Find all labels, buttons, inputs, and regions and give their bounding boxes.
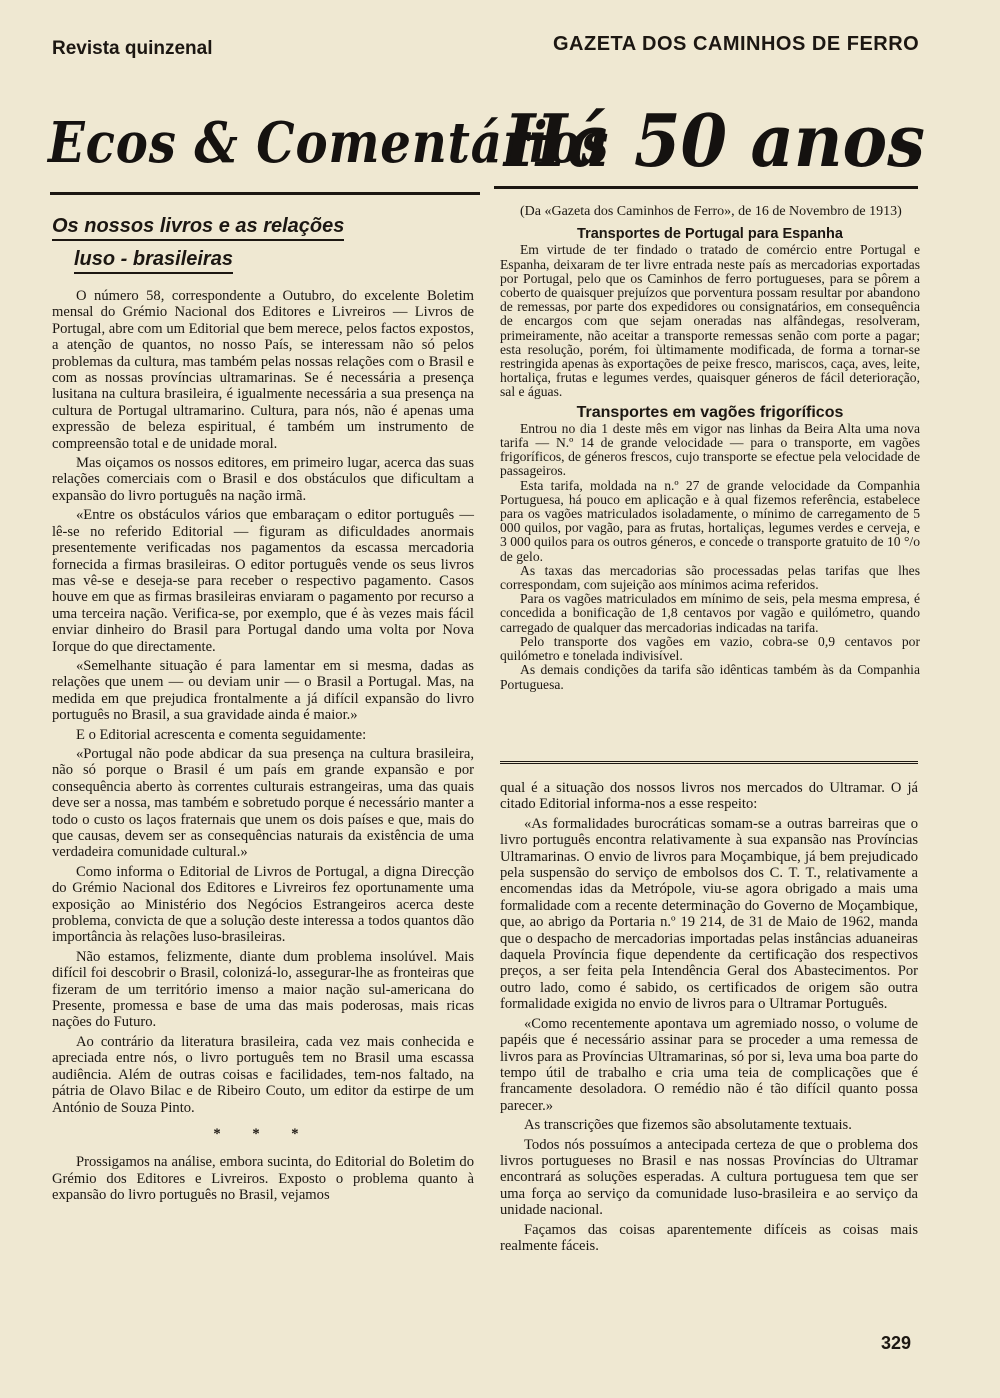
history-paragraph: As taxas das mercadorias são processadas pelas tarifas que lhes correspondam, com sujeição aos mínimos acima referidos. bbox=[500, 562, 920, 593]
article-paragraph: O número 58, correspondente a Outubro, do excelente Boletim mensal do Grémio Nacional dos Editores e Livreiros — Livros de Portugal, abre com um Editorial que bem merece, pelos factos expostos, a atenção de quantos, no nosso País, se interessam não só pelos problemas da cultura, mas também pelas nossas relações com o Brasil e com as nossas províncias ultramarinas. Se é necessária a presença lusitana na cultura brasileira, é igualmente necessária a sua presença na cultura de Portugal ultramarino. Cultura, para nós, não é apenas uma expressão de beleza espiritual, é também um instrumento de compreensão total e de unidade moral. bbox=[52, 288, 474, 452]
article-paragraph: «Portugal não pode abdicar da sua presença na cultura brasileira, não só porque o Brasil é um país em grande expansão e por consequência aberto às correntes culturais estrangeiras, uma das quais deve ser a nossa, mas também e sobretudo porque é necessário manter a todo o custo os laços fraternais que unem os dois países e que, mais do que causas, devem ser as consequências naturais da existência de uma verdadeira comunidade cultural.» bbox=[52, 745, 474, 861]
article-paragraph: «As formalidades burocráticas somam-se a outras barreiras que o livro português encontra relativamente à sua expansão nas Províncias Ultramarinas. O envio de livros para Moçambique, já bem prejudicado pela suspensão do serviço de embolsos dos C. T. T., relativamente a encomendas idas da Metrópole, viu-se agora obrigado a mais uma formalidade com a recente determinação do Governo de Moçambique, que, ao abrigo da Portaria n.º 19 214, de 31 de Maio de 1962, manda que o despacho de mercadorias importadas pelas instâncias aduaneiras daquela Província fique dependente da certificação dos respectivos preços, a ser feita pela Intendência Geral dos Abastecimentos. Por outro lado, como é sabido, os certificados de origem são outra formalidade exigida no envio de livros para o Ultramar Português. bbox=[500, 815, 918, 1013]
article-paragraph: Todos nós possuímos a antecipada certeza de que o problema dos livros portugueses no Brasil e nas nossas Províncias do Ultramar encontrará as soluções esperadas. A cultura portuguesa tem que ser uma força ao serviço da comunidade luso-brasileira e ao serviço da unidade nacional. bbox=[500, 1136, 918, 1219]
history-paragraph: Entrou no dia 1 deste mês em vigor nas linhas da Beira Alta uma nova tarifa — N.º 14 de grande velocidade — para o transporte, em vagões frigoríficos, de géneros frescos, cujo transporte se efectue pela velocidade de passageiros. bbox=[500, 420, 920, 479]
article-paragraph: qual é a situação dos nossos livros nos mercados do Ultramar. O já citado Editorial informa-nos a esse respeito: bbox=[500, 780, 918, 813]
article-paragraph: Não estamos, felizmente, diante dum problema insolúvel. Mais difícil foi descobrir o Brasil, colonizá-lo, assegurar-lhe as fronteiras que fizeram de um território imenso a maior nação sul-americana do Presente, promessa e base de uma das mais poderosas, mais ricas nações do Futuro. bbox=[52, 948, 474, 1031]
history-paragraph: Para os vagões matriculados em mínimo de seis, pela mesma empresa, é concedida a bonificação de 1,8 centavos por vagão e quilómetro, quando carregado de qualquer das mercadorias indicadas na tarifa. bbox=[500, 591, 920, 635]
running-header-left: Revista quinzenal bbox=[52, 38, 213, 59]
article-continuation-column bbox=[500, 780, 918, 1257]
article-paragraph: Como informa o Editorial de Livros de Portugal, a digna Direcção do Grémio Nacional dos Editores e Livreiros fez oportunamente uma exposição ao Ministério dos Negócios Estrangeiros acerca deste problema, convicta de que a solução deste interessa a todos quantos dão importância às relações luso-brasileiras. bbox=[52, 863, 474, 946]
article-paragraph: Ao contrário da literatura brasileira, cada vez mais conhecida e apreciada entre nós, o livro português tem no Brasil uma escassa audiência. Além de outras coisas e facilidades, tem-nos faltado, na pátria de Olavo Bilac e de Ribeiro Couto, um editor da estirpe de um António de Souza Pinto. bbox=[52, 1033, 474, 1116]
history-heading-vagoes-frigorificos: Transportes em vagões frigoríficos bbox=[576, 403, 844, 421]
section-title-ecos: Ecos & Comentários bbox=[48, 110, 610, 176]
article-title-line-1: Os nossos livros e as relações bbox=[52, 215, 344, 241]
article-paragraph: As transcrições que fizemos são absolutamente textuais. bbox=[524, 1117, 852, 1134]
article-paragraph: «Como recentemente apontava um agremiado nosso, o volume de papéis que é necessário assinar para se proceder a uma remessa de livros para as Províncias Ultramarinas, só por si, leva uma boa parte do tempo útil de trabalho e cria uma teia de complicações que é francamente desoladora. O remédio não é tão difícil quanto possa parecer.» bbox=[500, 1015, 918, 1114]
section-separator: * * * bbox=[213, 1125, 313, 1142]
article-paragraph: Mas oiçamos os nossos editores, em primeiro lugar, acerca das suas relações comerciais com o Brasil e dos obstáculos que dificultam a expansão do livro português na nação irmã. bbox=[52, 455, 474, 504]
history-source-line: (Da «Gazeta dos Caminhos de Ferro», de 16 de Novembro de 1913) bbox=[520, 204, 902, 219]
article-title-line-2: luso - brasileiras bbox=[74, 248, 233, 274]
article-paragraph: «Semelhante situação é para lamentar em si mesma, dadas as relações que unem — ou deviam unir — o Brasil a Portugal. Mas, na medida em que prejudica frontalmente a já difícil expansão do livro português no Brasil, a sua gravidade ainda é maior.» bbox=[52, 657, 474, 724]
page-number: 329 bbox=[881, 1333, 912, 1353]
history-paragraph: As demais condições da tarifa são idênticas também às da Companhia Portuguesa. bbox=[500, 662, 920, 692]
article-left-column bbox=[52, 288, 474, 1207]
title-rule-right bbox=[494, 186, 918, 189]
history-heading-portugal-espanha: Transportes de Portugal para Espanha bbox=[577, 226, 843, 243]
history-paragraph: Esta tarifa, moldada na n.º 27 de grande velocidade da Companhia Portuguesa, há pouco em aplicação e à qual fizemos referência, estabelece para os vagões matriculados isoladamente, o mínimo de carregamento de 5 000 quilos, por vagão, para as frutas, hortaliças, legumes verdes e cerveja, e 3 000 quilos para os outros géneros, e concede o transporte gratuito de 10 °/o de gelo. bbox=[500, 477, 920, 564]
section-title-ha-50-anos: Há 50 anos bbox=[504, 98, 925, 183]
running-header-right: GAZETA DOS CAMINHOS DE FERRO bbox=[553, 33, 920, 55]
title-rule-left bbox=[50, 192, 480, 195]
history-paragraph: Pelo transporte dos vagões em vazio, cobra-se 0,9 centavos por quilómetro e tonelada indivisível. bbox=[500, 633, 920, 664]
column-divider-rule bbox=[500, 761, 918, 766]
article-paragraph: E o Editorial acrescenta e comenta seguidamente: bbox=[76, 726, 367, 743]
history-paragraph: Em virtude de ter findado o tratado de comércio entre Portugal e Espanha, deixaram de ter livre entrada neste país as mercadorias exportadas por Portugal, pelo que os Caminhos de ferro portugueses, para se pôrem a coberto de quaisquer prejuízos que porventura possam resultar por abandono de remessas, por parte dos expedidores ou consignatários, em consequência de encargos com que sejam oneradas nas alfândegas, resolveram, primeiramente, não aceitar a transporte remessas senão com porte a pagar; esta resolução, porém, foi ùltimamente modificada, de forma a tornar-se restringida apenas às exportações de peixe fresco, mariscos, caça, aves, leite, hortaliça, frutas e legumes verdes, quaisquer géneros de fácil deterioração, sal e águas. bbox=[500, 242, 920, 400]
article-paragraph: Façamos das coisas aparentemente difíceis as coisas mais realmente fáceis. bbox=[500, 1221, 918, 1254]
article-paragraph: «Entre os obstáculos vários que embaraçam o editor português — lê-se no referido Editorial — figuram as dificuldades anormais presentemente verificadas nos pagamentos da escassa mercadoria fornecida a firmas brasileiras. O editor português vende os seus livros mas vê-se e deseja-se para receber o respectivo pagamento. Casos houve em que as firmas brasileiras enviaram o pagamento por recurso a uma terceira nação. Verifica-se, por exemplo, que é às vezes mais fácil enviar dinheiro do Brasil para Portugal dando uma volta por Nova Iorque do que directamente. bbox=[52, 507, 474, 655]
article-paragraph: Prossigamos na análise, embora sucinta, do Editorial do Boletim do Grémio dos Editores e Livreiros. Exposto o problema quanto à expansão do livro português no Brasil, vejamos bbox=[52, 1154, 474, 1204]
history-column bbox=[500, 205, 920, 692]
